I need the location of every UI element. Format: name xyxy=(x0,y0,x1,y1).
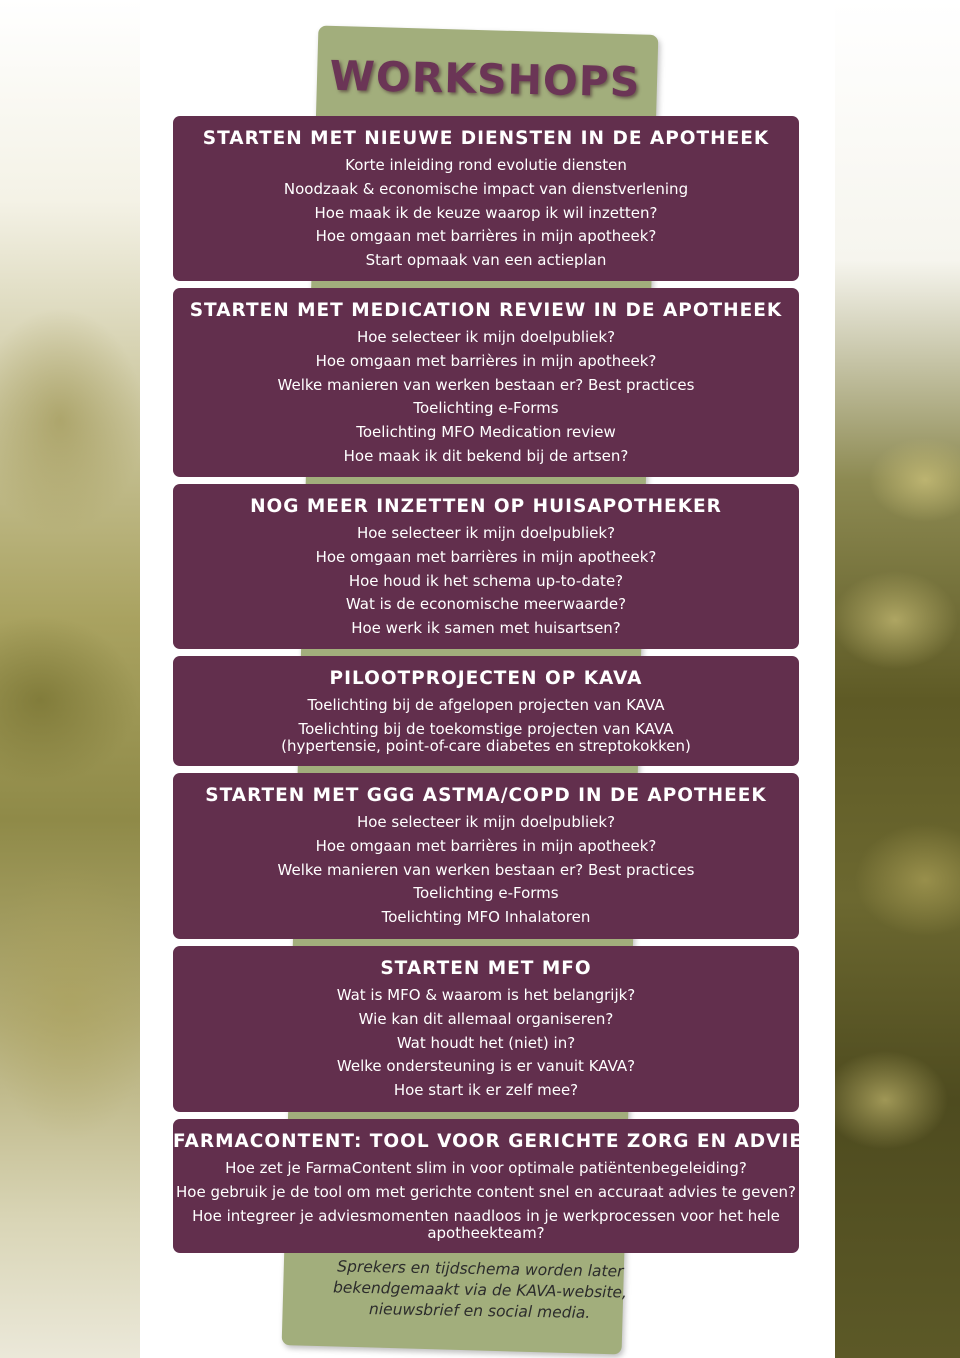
workshop-topic-list xyxy=(173,694,799,755)
workshop-heading: FARMACONTENT: TOOL VOOR GERICHTE ZORG EN ADVIES xyxy=(173,1131,818,1152)
list-item: Hoe selecteer ik mijn doelpubliek? xyxy=(356,813,616,831)
speakers-note-line: nieuwsbrief en social media. xyxy=(368,1300,591,1322)
workshop-panel-huisapotheker xyxy=(173,484,799,649)
workshop-topic-list xyxy=(173,984,799,1103)
background-photo-left xyxy=(0,0,140,1358)
workshop-panel-nieuwe-diensten xyxy=(173,116,799,281)
list-item: Start opmaak van een actieplan xyxy=(365,251,607,270)
list-item-line: apotheekteam? xyxy=(427,1223,545,1242)
list-item xyxy=(173,1205,799,1242)
list-item: Hoe omgaan met barrières in mijn apotheek? xyxy=(315,836,657,855)
list-item: Toelichting bij de afgelopen projecten van KAVA xyxy=(307,696,665,714)
list-item: Welke ondersteuning is er vanuit KAVA? xyxy=(336,1057,636,1076)
list-item: Hoe start ik er zelf mee? xyxy=(393,1081,579,1100)
list-item: Wie kan dit allemaal organiseren? xyxy=(358,1009,614,1028)
workshop-panel-pilootprojecten xyxy=(173,656,799,766)
speakers-note-line: Sprekers en tijdschema worden later xyxy=(337,1257,624,1281)
workshop-topic-list xyxy=(173,1157,799,1242)
workshop-panel-medication-review xyxy=(173,288,799,477)
list-item: Korte inleiding rond evolutie diensten xyxy=(345,156,627,174)
list-item: Hoe selecteer ik mijn doelpubliek? xyxy=(356,328,616,346)
workshop-heading: STARTEN MET MEDICATION REVIEW IN DE APOTHEEK xyxy=(189,300,783,321)
list-item: Hoe houd ik het schema up-to-date? xyxy=(348,571,624,590)
workshop-heading: STARTEN MET GGG ASTMA/COPD IN DE APOTHEEK xyxy=(205,785,767,806)
list-item: Hoe omgaan met barrières in mijn apotheek? xyxy=(315,547,657,566)
list-item: Hoe zet je FarmaContent slim in voor optimale patiëntenbegeleiding? xyxy=(225,1159,747,1177)
workshop-panel-astma-copd xyxy=(173,773,799,939)
workshop-topic-list xyxy=(173,811,799,930)
workshop-topic-list xyxy=(173,326,799,469)
list-item: Toelichting e-Forms xyxy=(413,399,559,418)
page-title: WORKSHOPS xyxy=(329,51,641,107)
list-item: Toelichting MFO Inhalatoren xyxy=(381,908,591,927)
list-item: Toelichting e-Forms xyxy=(413,884,559,903)
workshop-heading: PILOOTPROJECTEN OP KAVA xyxy=(329,668,643,689)
list-item: Noodzaak & economische impact van dienstverlening xyxy=(283,179,689,198)
list-item: Hoe gebruik je de tool om met gerichte content snel en accuraat advies te geven? xyxy=(176,1182,796,1201)
list-item: Wat is MFO & waarom is het belangrijk? xyxy=(336,986,636,1004)
list-item: Welke manieren van werken bestaan er? Best practices xyxy=(277,375,695,394)
workshop-panel-farmacontent xyxy=(173,1119,818,1253)
background-photo-right xyxy=(835,0,960,1358)
list-item xyxy=(173,718,799,755)
workshop-heading: STARTEN MET NIEUWE DIENSTEN IN DE APOTHEEK xyxy=(202,128,770,149)
workshop-topic-list xyxy=(173,522,799,641)
list-item-line: Toelichting bij de toekomstige projecten van KAVA xyxy=(298,719,674,738)
list-item: Toelichting MFO Medication review xyxy=(356,423,616,442)
list-item: Hoe omgaan met barrières in mijn apotheek? xyxy=(315,351,657,370)
list-item: Hoe maak ik dit bekend bij de artsen? xyxy=(343,446,629,465)
workshop-panel-mfo xyxy=(173,946,799,1112)
speakers-note-line: bekendgemaakt via de KAVA-website, xyxy=(332,1278,628,1302)
list-item: Wat houdt het (niet) in? xyxy=(396,1033,576,1052)
list-item: Welke manieren van werken bestaan er? Best practices xyxy=(277,860,695,879)
speakers-note xyxy=(329,1256,630,1324)
list-item-line: (hypertensie, point-of-care diabetes en streptokokken) xyxy=(281,736,691,755)
list-item: Hoe selecteer ik mijn doelpubliek? xyxy=(356,524,616,542)
workshop-heading: NOG MEER INZETTEN OP HUISAPOTHEKER xyxy=(250,496,722,517)
list-item-line: Hoe integreer je adviesmomenten naadloos in je werkprocessen voor het hele xyxy=(192,1206,780,1225)
workshop-topic-list xyxy=(173,154,799,273)
workshop-heading: STARTEN MET MFO xyxy=(380,958,592,979)
list-item: Hoe omgaan met barrières in mijn apotheek? xyxy=(315,227,657,246)
list-item: Hoe werk ik samen met huisartsen? xyxy=(351,619,621,638)
list-item: Hoe maak ik de keuze waarop ik wil inzetten? xyxy=(314,203,658,222)
list-item: Wat is de economische meerwaarde? xyxy=(345,595,627,614)
